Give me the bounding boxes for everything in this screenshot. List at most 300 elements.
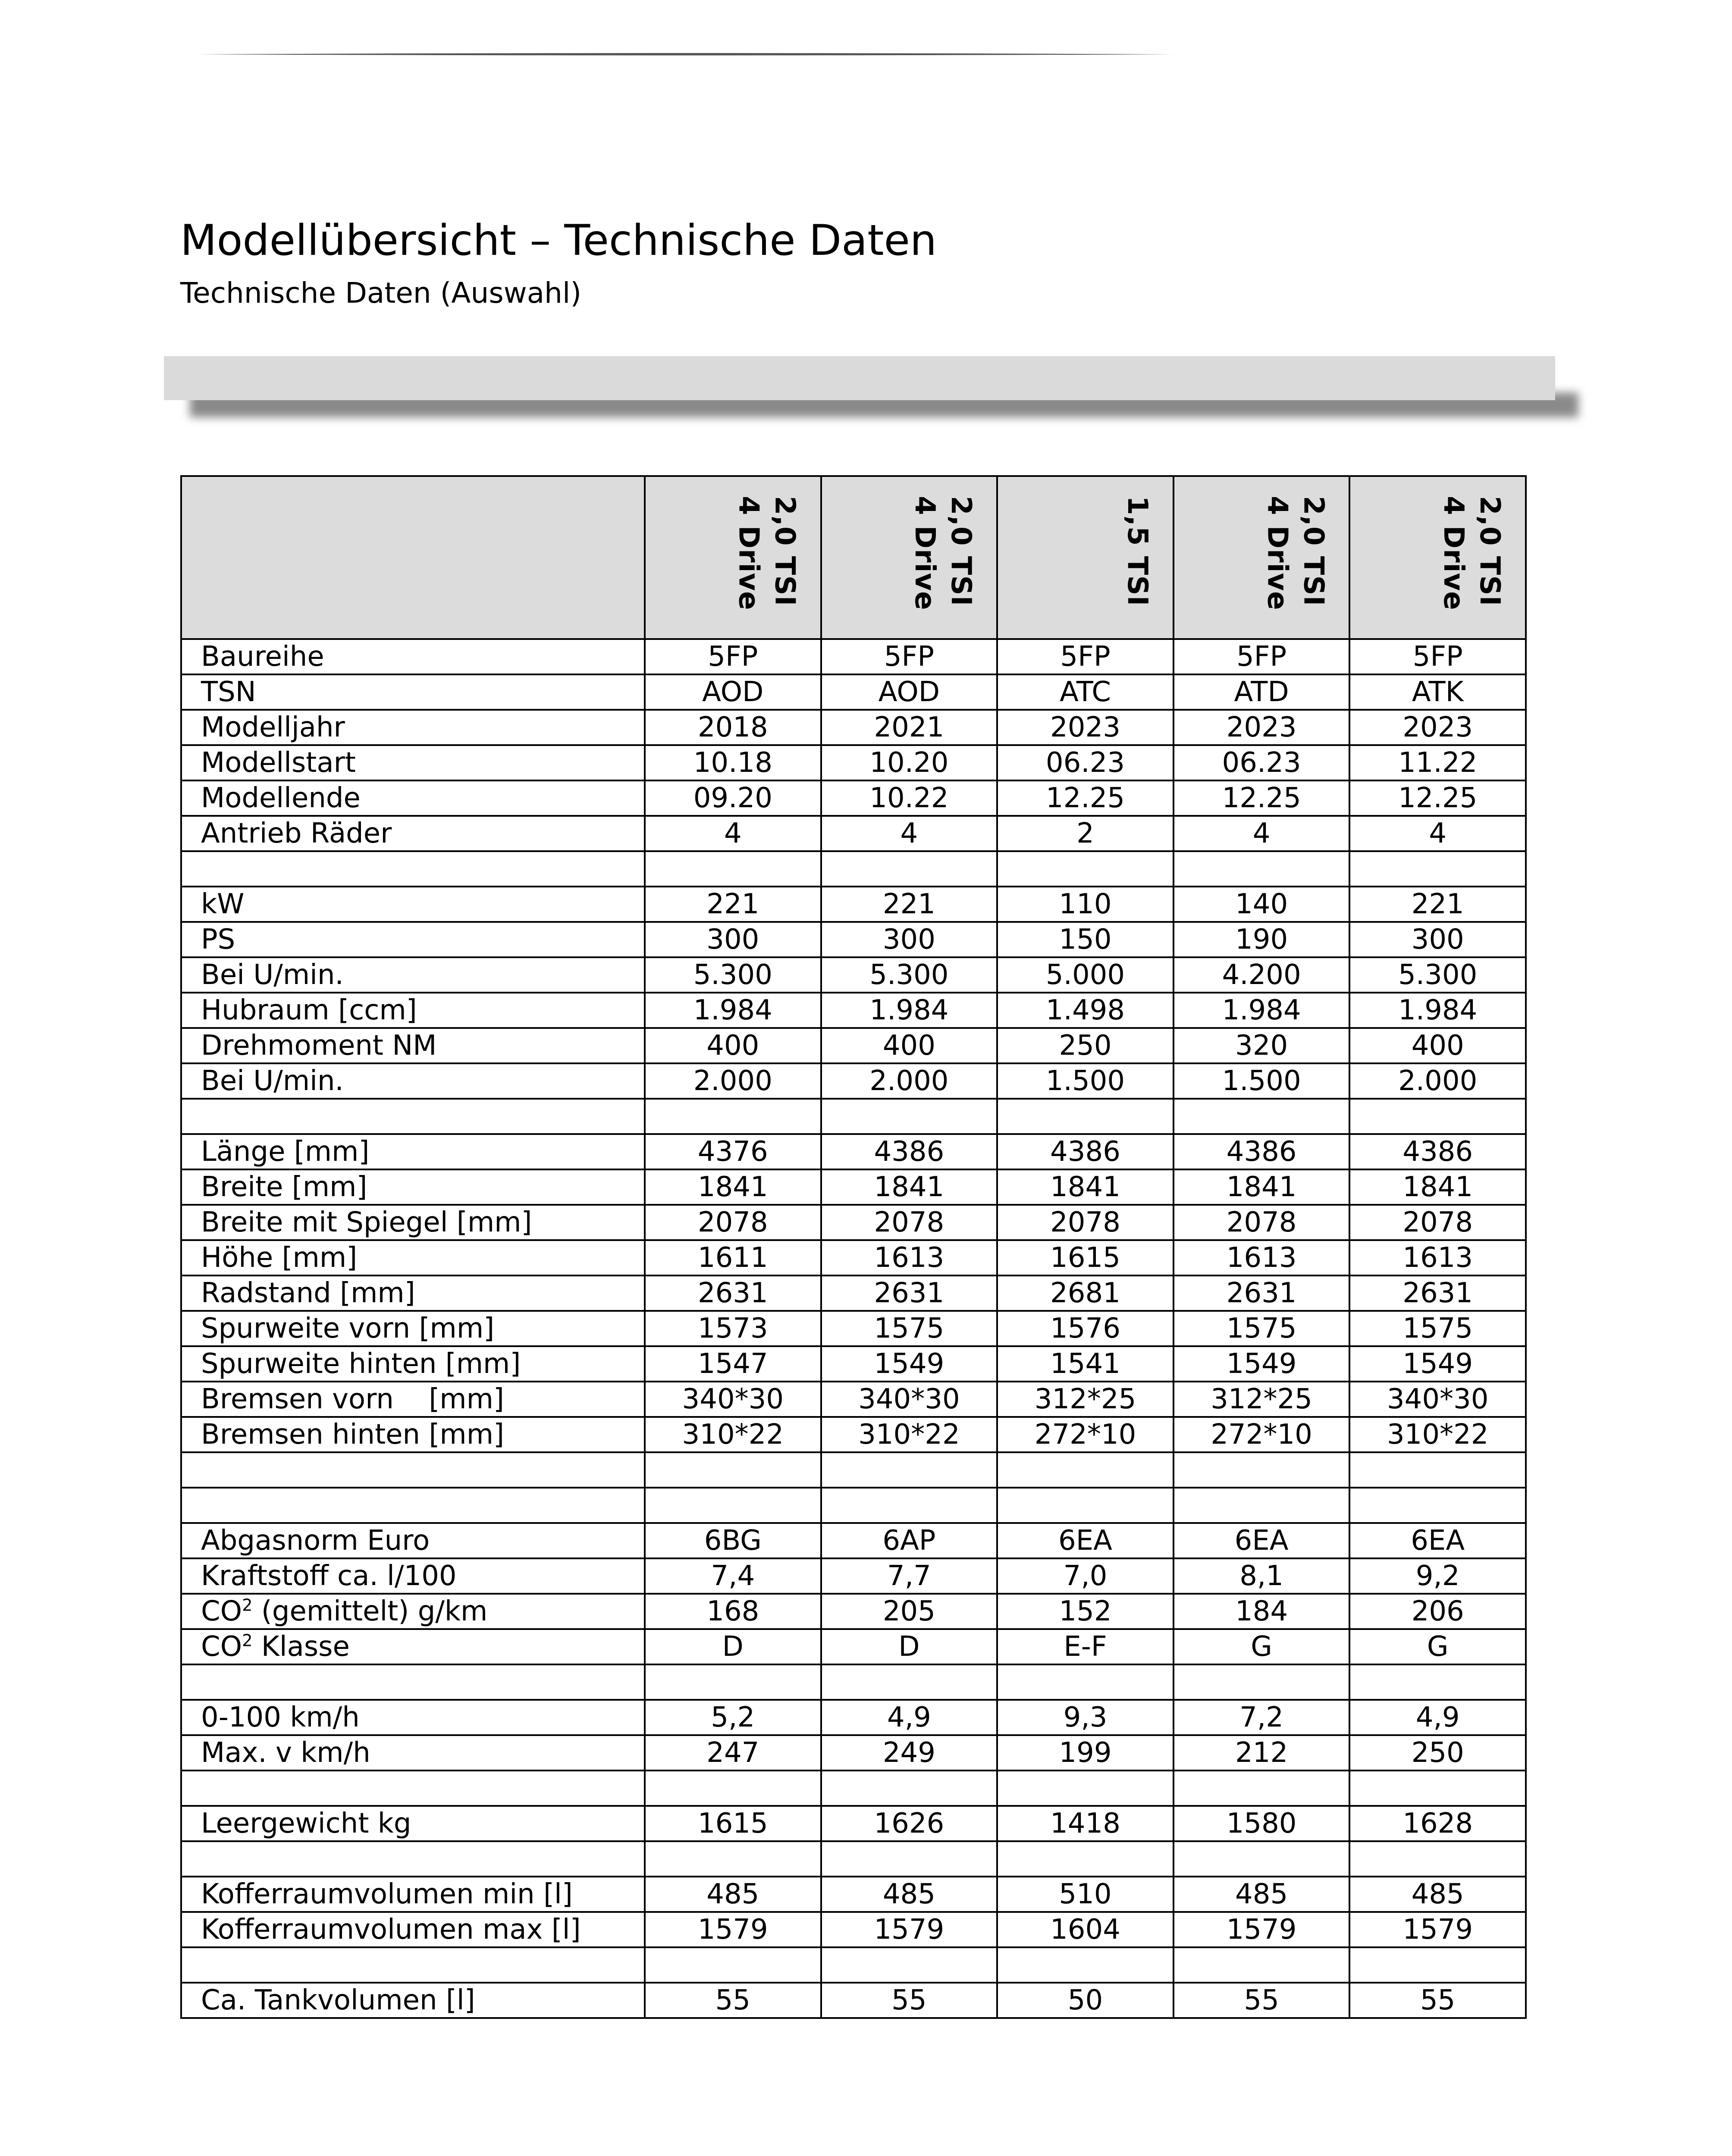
- table-cell: 1418: [997, 1806, 1173, 1841]
- table-cell: AOD: [821, 674, 998, 710]
- table-row: [181, 887, 1526, 922]
- table-cell: [821, 1488, 998, 1523]
- table-cell: 400: [821, 1028, 998, 1063]
- table-cell: 249: [821, 1735, 998, 1771]
- table-cell: 2.000: [1349, 1063, 1526, 1099]
- header-row: [181, 476, 1526, 639]
- table-cell: 1549: [1349, 1346, 1526, 1382]
- table-row: [181, 993, 1526, 1028]
- row-label: Leergewicht kg: [181, 1806, 645, 1841]
- row-label: Abgasnorm Euro: [181, 1523, 645, 1558]
- row-label: Kofferraumvolumen max [l]: [181, 1912, 645, 1947]
- table-cell: 205: [821, 1594, 998, 1629]
- table-cell: [1173, 1664, 1350, 1700]
- table-cell: 1573: [645, 1311, 821, 1346]
- spec-table-body: [181, 639, 1526, 2018]
- table-cell: 1549: [1173, 1346, 1350, 1382]
- table-cell: 4386: [821, 1134, 998, 1169]
- table-row: [181, 1877, 1526, 1912]
- table-cell: 5.300: [645, 957, 821, 993]
- column-header-engine: 2,0 TSI: [945, 496, 977, 607]
- table-cell: 2681: [997, 1275, 1173, 1311]
- table-cell: [1349, 1452, 1526, 1488]
- row-label: PS: [181, 922, 645, 957]
- table-cell: [1173, 851, 1350, 887]
- table-cell: 300: [645, 922, 821, 957]
- table-cell: 400: [1349, 1028, 1526, 1063]
- table-cell: 06.23: [1173, 745, 1350, 780]
- row-label: Hubraum [ccm]: [181, 993, 645, 1028]
- table-row: [181, 1099, 1526, 1134]
- row-label: 0-100 km/h: [181, 1700, 645, 1735]
- column-header-drive: 4 Drive: [732, 496, 765, 611]
- table-cell: 1841: [997, 1169, 1173, 1205]
- table-cell: [821, 1947, 998, 1983]
- table-cell: [997, 1664, 1173, 1700]
- table-row: [181, 1771, 1526, 1806]
- table-cell: [1173, 1771, 1350, 1806]
- column-header: [997, 476, 1173, 639]
- table-cell: [1349, 1947, 1526, 1983]
- row-label: Höhe [mm]: [181, 1240, 645, 1275]
- table-cell: 10.18: [645, 745, 821, 780]
- row-label: Modellende: [181, 780, 645, 816]
- table-cell: 1626: [821, 1806, 998, 1841]
- table-cell: 5FP: [645, 639, 821, 674]
- table-cell: [645, 1452, 821, 1488]
- table-cell: 1579: [1173, 1912, 1350, 1947]
- table-cell: 140: [1173, 887, 1350, 922]
- table-cell: 199: [997, 1735, 1173, 1771]
- table-cell: 1613: [821, 1240, 998, 1275]
- table-cell: 5,2: [645, 1700, 821, 1735]
- table-cell: 485: [1173, 1877, 1350, 1912]
- table-cell: 400: [645, 1028, 821, 1063]
- table-row: [181, 1806, 1526, 1841]
- table-cell: 221: [821, 887, 998, 922]
- table-cell: [645, 1841, 821, 1877]
- table-cell: [997, 851, 1173, 887]
- row-label: [181, 1771, 645, 1806]
- column-header: [645, 476, 821, 639]
- table-cell: 4: [1349, 816, 1526, 851]
- row-label: kW: [181, 887, 645, 922]
- table-row: [181, 1594, 1526, 1629]
- table-row: [181, 1629, 1526, 1664]
- table-cell: 320: [1173, 1028, 1350, 1063]
- row-label-prefix: CO: [201, 1595, 242, 1627]
- table-cell: [821, 1841, 998, 1877]
- table-cell: 1576: [997, 1311, 1173, 1346]
- row-label: [181, 1452, 645, 1488]
- table-cell: [821, 1099, 998, 1134]
- table-cell: 2078: [997, 1205, 1173, 1240]
- row-label: [181, 1488, 645, 1523]
- column-header: [1349, 476, 1526, 639]
- table-cell: 2.000: [645, 1063, 821, 1099]
- row-label: Drehmoment NM: [181, 1028, 645, 1063]
- table-cell: ATK: [1349, 674, 1526, 710]
- table-cell: 06.23: [997, 745, 1173, 780]
- page-subtitle: Technische Daten (Auswahl): [180, 276, 582, 310]
- row-label: TSN: [181, 674, 645, 710]
- table-cell: 2631: [1349, 1275, 1526, 1311]
- table-cell: 1.500: [1173, 1063, 1350, 1099]
- table-cell: 4,9: [821, 1700, 998, 1735]
- row-label: [181, 851, 645, 887]
- table-cell: 221: [645, 887, 821, 922]
- row-label: Baureihe: [181, 639, 645, 674]
- table-cell: 4,9: [1349, 1700, 1526, 1735]
- table-cell: [821, 851, 998, 887]
- row-label-superscript: 2: [242, 1631, 253, 1651]
- row-label: [181, 1629, 645, 1664]
- row-label: Bei U/min.: [181, 1063, 645, 1099]
- table-cell: 300: [1349, 922, 1526, 957]
- table-cell: 7,4: [645, 1558, 821, 1594]
- table-row: [181, 1169, 1526, 1205]
- row-label: Breite mit Spiegel [mm]: [181, 1205, 645, 1240]
- row-label: [181, 1099, 645, 1134]
- table-cell: 310*22: [821, 1417, 998, 1452]
- table-cell: 7,0: [997, 1558, 1173, 1594]
- table-cell: 2078: [821, 1205, 998, 1240]
- table-row: [181, 745, 1526, 780]
- table-cell: [645, 1947, 821, 1983]
- table-cell: 1575: [821, 1311, 998, 1346]
- table-cell: 1841: [1349, 1169, 1526, 1205]
- column-header-engine: 1,5 TSI: [1121, 496, 1153, 607]
- row-label: Radstand [mm]: [181, 1275, 645, 1311]
- table-cell: 4: [645, 816, 821, 851]
- table-row: [181, 1311, 1526, 1346]
- table-row: [181, 1417, 1526, 1452]
- table-row: [181, 1523, 1526, 1558]
- table-cell: 2078: [1173, 1205, 1350, 1240]
- table-cell: 8,1: [1173, 1558, 1350, 1594]
- table-cell: 1.984: [645, 993, 821, 1028]
- table-cell: 1541: [997, 1346, 1173, 1382]
- table-cell: 5.300: [821, 957, 998, 993]
- header-corner-cell: [181, 476, 645, 639]
- row-label: Modelljahr: [181, 710, 645, 745]
- table-row: [181, 1912, 1526, 1947]
- row-label: Max. v km/h: [181, 1735, 645, 1771]
- table-cell: 55: [1173, 1983, 1350, 2018]
- table-cell: 2023: [997, 710, 1173, 745]
- table-cell: 310*22: [1349, 1417, 1526, 1452]
- table-row: [181, 1382, 1526, 1417]
- row-label: Bremsen hinten [mm]: [181, 1417, 645, 1452]
- row-label: Ca. Tankvolumen [l]: [181, 1983, 645, 2018]
- table-cell: [997, 1452, 1173, 1488]
- table-cell: 1.984: [821, 993, 998, 1028]
- table-row: [181, 1240, 1526, 1275]
- table-cell: D: [645, 1629, 821, 1664]
- row-label-superscript: 2: [242, 1595, 253, 1615]
- table-cell: D: [821, 1629, 998, 1664]
- table-cell: 250: [997, 1028, 1173, 1063]
- table-row: [181, 1841, 1526, 1877]
- table-cell: 2: [997, 816, 1173, 851]
- table-cell: 5FP: [1349, 639, 1526, 674]
- row-label: Bremsen vorn [mm]: [181, 1382, 645, 1417]
- column-header-drive: 4 Drive: [1261, 496, 1293, 611]
- table-cell: [997, 1947, 1173, 1983]
- row-label: Antrieb Räder: [181, 816, 645, 851]
- table-cell: 510: [997, 1877, 1173, 1912]
- table-cell: 312*25: [997, 1382, 1173, 1417]
- table-row: [181, 1735, 1526, 1771]
- table-cell: 340*30: [645, 1382, 821, 1417]
- table-cell: 312*25: [1173, 1382, 1350, 1417]
- table-row: [181, 1664, 1526, 1700]
- table-cell: 5.000: [997, 957, 1173, 993]
- table-cell: 6EA: [1173, 1523, 1350, 1558]
- table-cell: [821, 1771, 998, 1806]
- table-cell: 1547: [645, 1346, 821, 1382]
- table-cell: 10.20: [821, 745, 998, 780]
- table-row: [181, 710, 1526, 745]
- table-cell: 2021: [821, 710, 998, 745]
- table-cell: 2023: [1349, 710, 1526, 745]
- table-cell: 1579: [645, 1912, 821, 1947]
- table-cell: 9,2: [1349, 1558, 1526, 1594]
- table-cell: 2018: [645, 710, 821, 745]
- row-label-suffix: (gemittelt) g/km: [252, 1595, 488, 1627]
- spec-table: [180, 475, 1527, 2019]
- table-cell: 6EA: [997, 1523, 1173, 1558]
- table-cell: 4: [1173, 816, 1350, 851]
- table-cell: AOD: [645, 674, 821, 710]
- table-cell: [645, 1488, 821, 1523]
- table-row: [181, 1028, 1526, 1063]
- table-cell: [645, 1664, 821, 1700]
- table-cell: [645, 1099, 821, 1134]
- table-cell: 272*10: [997, 1417, 1173, 1452]
- table-cell: 4386: [997, 1134, 1173, 1169]
- table-row: [181, 1452, 1526, 1488]
- table-cell: 340*30: [1349, 1382, 1526, 1417]
- table-row: [181, 639, 1526, 674]
- table-cell: 150: [997, 922, 1173, 957]
- table-row: [181, 1205, 1526, 1240]
- table-cell: 300: [821, 922, 998, 957]
- table-cell: [1173, 1947, 1350, 1983]
- table-cell: [821, 1452, 998, 1488]
- table-cell: [1349, 1771, 1526, 1806]
- table-cell: 1575: [1349, 1311, 1526, 1346]
- row-label: Modellstart: [181, 745, 645, 780]
- table-cell: 152: [997, 1594, 1173, 1629]
- row-label: Spurweite vorn [mm]: [181, 1311, 645, 1346]
- table-cell: [1349, 1841, 1526, 1877]
- table-cell: 272*10: [1173, 1417, 1350, 1452]
- row-label-prefix: CO: [201, 1631, 242, 1663]
- table-cell: 6AP: [821, 1523, 998, 1558]
- top-rule: [198, 52, 1173, 57]
- table-row: [181, 1983, 1526, 2018]
- table-cell: 1613: [1349, 1240, 1526, 1275]
- table-cell: [1349, 1488, 1526, 1523]
- table-cell: 55: [821, 1983, 998, 2018]
- table-cell: 1615: [997, 1240, 1173, 1275]
- table-row: [181, 1346, 1526, 1382]
- table-cell: 5FP: [997, 639, 1173, 674]
- table-cell: [997, 1099, 1173, 1134]
- table-cell: [1349, 1099, 1526, 1134]
- table-cell: [997, 1841, 1173, 1877]
- row-label: Kraftstoff ca. l/100: [181, 1558, 645, 1594]
- table-row: [181, 1947, 1526, 1983]
- table-cell: G: [1349, 1629, 1526, 1664]
- column-header-engine: 2,0 TSI: [1297, 496, 1330, 607]
- table-cell: [997, 1771, 1173, 1806]
- table-cell: 1613: [1173, 1240, 1350, 1275]
- table-cell: 247: [645, 1735, 821, 1771]
- table-cell: 4386: [1349, 1134, 1526, 1169]
- table-cell: 11.22: [1349, 745, 1526, 780]
- table-cell: 2631: [645, 1275, 821, 1311]
- table-cell: [1173, 1452, 1350, 1488]
- row-label: [181, 1947, 645, 1983]
- table-cell: [645, 851, 821, 887]
- table-cell: 2631: [821, 1275, 998, 1311]
- table-cell: 1604: [997, 1912, 1173, 1947]
- table-cell: 6EA: [1349, 1523, 1526, 1558]
- table-cell: 12.25: [997, 780, 1173, 816]
- table-cell: 1549: [821, 1346, 998, 1382]
- table-cell: 1611: [645, 1240, 821, 1275]
- table-cell: 1579: [1349, 1912, 1526, 1947]
- table-cell: [821, 1664, 998, 1700]
- table-row: [181, 922, 1526, 957]
- table-cell: 5.300: [1349, 957, 1526, 993]
- table-cell: [1173, 1841, 1350, 1877]
- table-cell: 2023: [1173, 710, 1350, 745]
- table-row: [181, 1134, 1526, 1169]
- table-row: [181, 851, 1526, 887]
- table-cell: 09.20: [645, 780, 821, 816]
- row-label-suffix: Klasse: [252, 1631, 350, 1663]
- table-cell: [645, 1771, 821, 1806]
- table-cell: 168: [645, 1594, 821, 1629]
- row-label: Spurweite hinten [mm]: [181, 1346, 645, 1382]
- page-title: Modellübersicht – Technische Daten: [180, 216, 937, 265]
- row-label: [181, 1841, 645, 1877]
- table-cell: 2078: [1349, 1205, 1526, 1240]
- table-cell: [1349, 851, 1526, 887]
- column-header: [1173, 476, 1350, 639]
- table-cell: 5FP: [821, 639, 998, 674]
- row-label: Bei U/min.: [181, 957, 645, 993]
- table-cell: 1841: [821, 1169, 998, 1205]
- table-cell: 1579: [821, 1912, 998, 1947]
- row-label: [181, 1594, 645, 1629]
- table-row: [181, 1488, 1526, 1523]
- row-label: Länge [mm]: [181, 1134, 645, 1169]
- column-header-drive: 4 Drive: [909, 496, 941, 611]
- table-cell: 4: [821, 816, 998, 851]
- table-cell: 184: [1173, 1594, 1350, 1629]
- table-cell: G: [1173, 1629, 1350, 1664]
- table-row: [181, 816, 1526, 851]
- table-cell: E-F: [997, 1629, 1173, 1664]
- table-cell: 1.984: [1349, 993, 1526, 1028]
- table-cell: 1.984: [1173, 993, 1350, 1028]
- table-cell: ATC: [997, 674, 1173, 710]
- table-cell: 4.200: [1173, 957, 1350, 993]
- table-row: [181, 1700, 1526, 1735]
- table-cell: 110: [997, 887, 1173, 922]
- table-cell: 6BG: [645, 1523, 821, 1558]
- table-cell: 250: [1349, 1735, 1526, 1771]
- row-label: [181, 1664, 645, 1700]
- table-cell: 485: [821, 1877, 998, 1912]
- header-bar: [164, 356, 1555, 400]
- table-cell: 10.22: [821, 780, 998, 816]
- table-row: [181, 780, 1526, 816]
- table-cell: 7,2: [1173, 1700, 1350, 1735]
- table-cell: 1.500: [997, 1063, 1173, 1099]
- table-cell: 2078: [645, 1205, 821, 1240]
- table-cell: 50: [997, 1983, 1173, 2018]
- table-row: [181, 1275, 1526, 1311]
- table-cell: 221: [1349, 887, 1526, 922]
- table-cell: [1349, 1664, 1526, 1700]
- table-cell: 206: [1349, 1594, 1526, 1629]
- column-header-engine: 2,0 TSI: [1473, 496, 1506, 607]
- column-header-drive: 4 Drive: [1437, 496, 1469, 611]
- table-cell: [997, 1488, 1173, 1523]
- table-cell: 4386: [1173, 1134, 1350, 1169]
- table-cell: 1575: [1173, 1311, 1350, 1346]
- table-cell: 485: [1349, 1877, 1526, 1912]
- column-header-engine: 2,0 TSI: [769, 496, 801, 607]
- table-cell: ATD: [1173, 674, 1350, 710]
- table-cell: 4376: [645, 1134, 821, 1169]
- table-cell: 485: [645, 1877, 821, 1912]
- table-cell: [1173, 1099, 1350, 1134]
- table-cell: 1.498: [997, 993, 1173, 1028]
- table-row: [181, 674, 1526, 710]
- table-cell: 1628: [1349, 1806, 1526, 1841]
- table-cell: 55: [645, 1983, 821, 2018]
- table-cell: 212: [1173, 1735, 1350, 1771]
- table-cell: 2.000: [821, 1063, 998, 1099]
- table-row: [181, 1063, 1526, 1099]
- table-cell: 55: [1349, 1983, 1526, 2018]
- row-label: Kofferraumvolumen min [l]: [181, 1877, 645, 1912]
- table-cell: 5FP: [1173, 639, 1350, 674]
- table-row: [181, 1558, 1526, 1594]
- table-cell: 310*22: [645, 1417, 821, 1452]
- table-cell: 1841: [645, 1169, 821, 1205]
- table-cell: 2631: [1173, 1275, 1350, 1311]
- table-row: [181, 957, 1526, 993]
- table-cell: 1841: [1173, 1169, 1350, 1205]
- table-cell: 190: [1173, 922, 1350, 957]
- table-cell: 7,7: [821, 1558, 998, 1594]
- table-cell: [1173, 1488, 1350, 1523]
- table-cell: 340*30: [821, 1382, 998, 1417]
- table-cell: 12.25: [1173, 780, 1350, 816]
- table-cell: 9,3: [997, 1700, 1173, 1735]
- column-header: [821, 476, 998, 639]
- table-cell: 1580: [1173, 1806, 1350, 1841]
- row-label: Breite [mm]: [181, 1169, 645, 1205]
- table-cell: 12.25: [1349, 780, 1526, 816]
